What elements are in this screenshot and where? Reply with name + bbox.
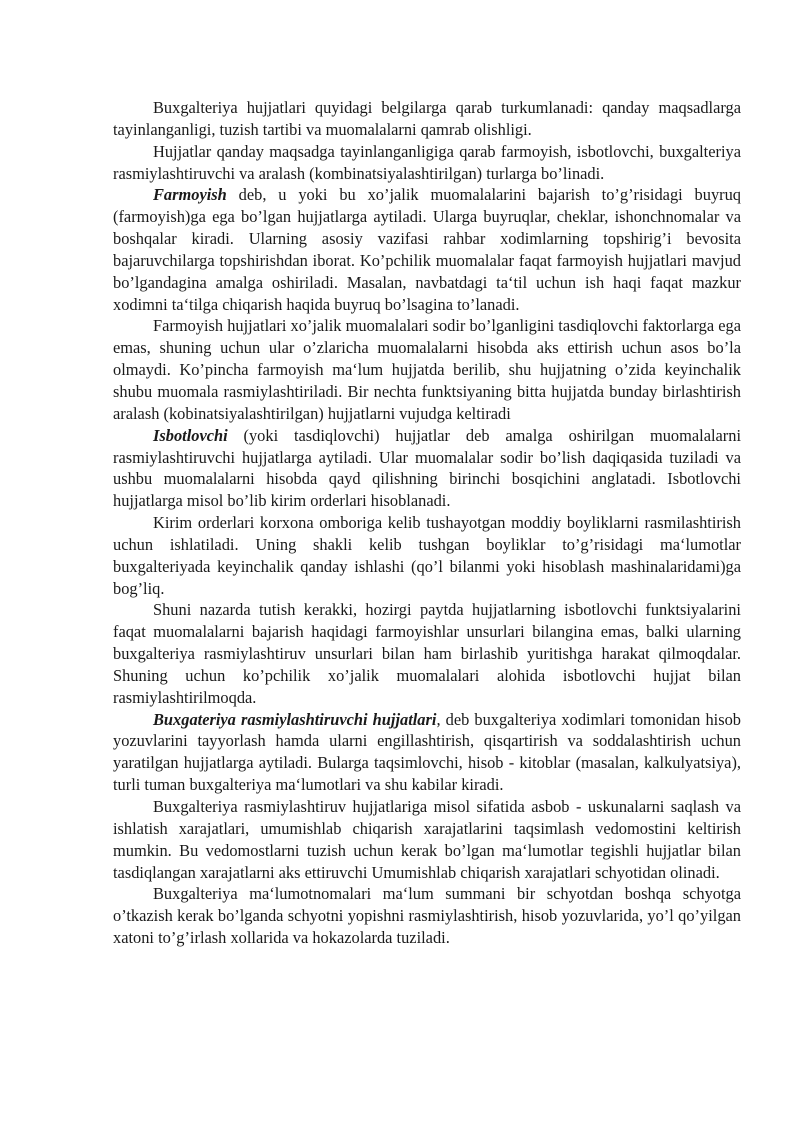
paragraph-text: (yoki tasdiqlovchi) hujjatlar deb amalga oshirilgan muomalalarni rasmiylashtiruvchi hujjatlarga aytiladi. Ular muomalalar sodir bo’lish daqiqasida tuziladi va ushbu muomalalarni hisobda qayd qilishning birinchi bosqichini anglatadi. Isbotlovchi hujjatlarga misol bo’lib kirim orderlari hisoblanadi. <box>113 425 741 511</box>
paragraph-rasmiylashtiruv-example <box>113 796 741 883</box>
term-rasmiylashtiruvchi: Buxgateriya rasmiylashtiruvchi hujjatlari <box>153 709 437 729</box>
paragraph-farmoyish-details <box>113 315 741 424</box>
paragraph-isbotlovchi-functions <box>113 599 741 708</box>
term-farmoyish: Farmoyish <box>153 185 227 205</box>
paragraph-text: Buxgalteriya ma‘lumotnomalari ma‘lum summani bir schyotdan boshqa schyotga o’tkazish kerak bo’lganda schyotni yopishni rasmiylashtirish, hisob yozuvlarida, yo’l qo’yilgan xatoni to’g’irlash xollarida va hokazolarda tuziladi. <box>113 884 741 948</box>
paragraph-text: Shuni nazarda tutish kerakki, hozirgi paytda hujjatlarning isbotlovchi funktsiyalarini faqat muomalalarni bajarish haqidagi farmoyishlar unsurlari bilangina emas, balki ularning buxgalteriya rasmiylashtiruv unsurlari bilan ham birlashib yuritishga harakat qilmoqdalar. Shuning uchun ko’pchilik xo’jalik muomalalari alohida isbotlovchi hujjat bilan rasmiylashtirilmoqda. <box>113 600 741 707</box>
paragraph-classification <box>113 97 741 141</box>
paragraph-text: Hujjatlar qanday maqsadga tayinlanganligiga qarab farmoyish, isbotlovchi, buxgalteriya rasmiylashtiruvchi va aralash (kombinatsiyalashtirilgan) turlarga bo’linadi. <box>113 141 741 183</box>
paragraph-text: Farmoyish hujjatlari xo’jalik muomalalari sodir bo’lganligini tasdiqlovchi faktorlarga ega emas, shuning uchun ular o’zlaricha muomalalarni hisobda aks ettirish uchun asos bo’la olmaydi. Ko’pincha farmoyish ma‘lum hujjatda berilib, shu hujjatning o’zida keyinchalik shubu muomala rasmiylashtiriladi. Bir nechta funktsiyaning bitta hujjatda bunday birlashtirish aralash (kobinatsiyalashtirilgan) hujjatlarni vujudga keltiradi <box>113 316 741 423</box>
paragraph-farmoyish-definition <box>113 184 741 315</box>
paragraph-kirim-orderlari <box>113 512 741 599</box>
document-page <box>113 97 741 949</box>
paragraph-text: Kirim orderlari korxona omboriga kelib tushayotgan moddiy boyliklarni rasmilashtirish uchun ishlatiladi. Uning shakli kelib tushgan boyliklar to’g’risidagi ma‘lumotlar buxgalteriyada keyinchalik qanday ishlashi (qo’l bilanmi yoki hisoblash mashinalaridami)ga bog’liq. <box>113 513 741 598</box>
paragraph-malumotnomalar <box>113 883 741 949</box>
paragraph-rasmiylashtiruvchi-definition <box>113 709 741 796</box>
paragraph-text: , deb buxgalteriya xodimlari tomonidan hisob yozuvlarini tayyorlash hamda ularni engillashtirish, qisqartirish va soddalashtirish uchun yaratilgan hujjatlarga aytiladi. Bularga taqsimlovchi, hisob - kitoblar (masalan, kalkulyatsiya), turli tuman buxgalteriya ma‘lumotlari va shu kabilar kiradi. <box>113 709 741 795</box>
paragraph-text: deb, u yoki bu xo’jalik muomalalarini bajarish to’g’risidagi buyruq (farmoyish)ga ega bo’lgan hujjatlarga aytiladi. Ularga buyruqlar, cheklar, ishonchnomalar va boshqalar kiradi. Ularning asosiy vazifasi rahbar xodimlarning topshirig’i bevosita bajaruvchilarga topshirishdan iborat. Ko’pchilik muomalalar faqat farmoyish hujjatlari mavjud bo’lgandagina amalga oshiriladi. Masalan, navbatdagi ta‘til uchun ish haqi faqat mazkur xodimni ta‘tilga chiqarish haqida buyruq bo’lsagina to’lanadi. <box>113 185 741 314</box>
paragraph-purpose-types <box>113 141 741 185</box>
term-isbotlovchi: Isbotlovchi <box>153 425 228 445</box>
paragraph-isbotlovchi-definition <box>113 425 741 512</box>
paragraph-text: Buxgalteriya hujjatlari quyidagi belgilarga qarab turkumlanadi: qanday maqsadlarga tayinlanganligi, tuzish tartibi va muomalalarni qamrab olishligi. <box>113 98 741 139</box>
paragraph-text: Buxgalteriya rasmiylashtiruv hujjatlariga misol sifatida asbob - uskunalarni saqlash va ishlatish xarajatlari, umumishlab chiqarish xarajatlarini taqsimlash vedomostini keltirish mumkin. Bu vedomostlarni tuzish uchun kerak bo’lgan ma‘lumotlar tegishli hujjatlar bilan tasdiqlangan xarajatlarni aks ettiruvchi Umumishlab chiqarish xarajatlari schyotidan olinadi. <box>113 797 741 882</box>
